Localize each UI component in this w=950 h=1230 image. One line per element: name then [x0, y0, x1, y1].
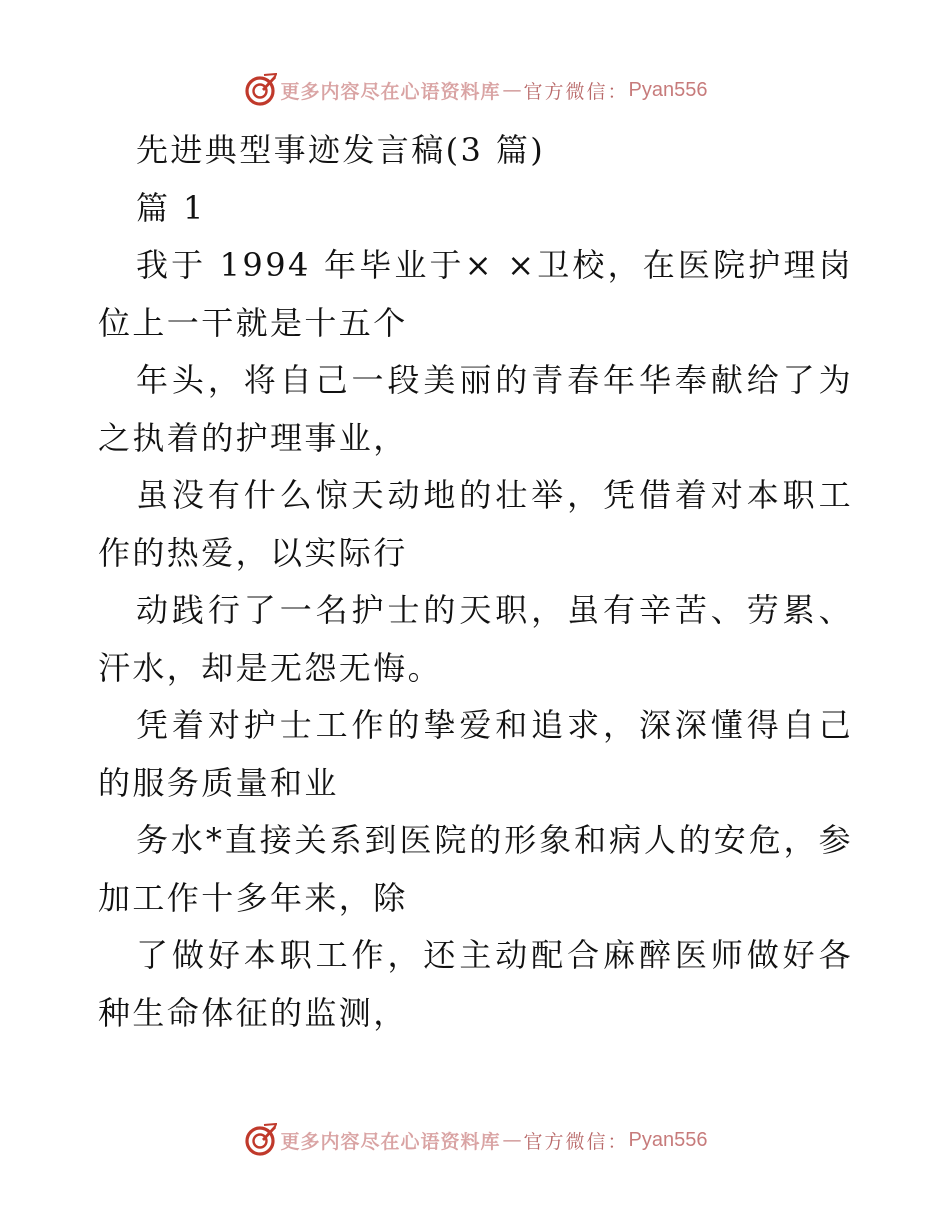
header-banner [0, 70, 950, 110]
paragraph: 了做好本职工作，还主动配合麻醉医师做好各种生命体征的监测， [98, 936, 853, 1032]
paragraph: 动践行了一名护士的天职，虽有辛苦、劳累、汗水，却是无怨无悔。 [98, 591, 853, 687]
banner-wechat-id: Pyan556 [628, 78, 708, 101]
pen-swirl-logo-icon [243, 1123, 277, 1157]
document-body [98, 122, 853, 1042]
paragraph: 年头，将自己一段美丽的青春年华奉献给了为之执着的护理事业， [98, 361, 853, 457]
section-heading: 篇 1 [136, 188, 206, 227]
banner-dash: — [502, 1129, 522, 1151]
banner-main-text: 更多内容尽在心语资料库 [280, 80, 501, 103]
footer-banner [0, 1120, 950, 1160]
paragraph: 虽没有什么惊天动地的壮举，凭借着对本职工作的热爱，以实际行 [98, 476, 853, 572]
paragraph: 凭着对护士工作的挚爱和追求，深深懂得自己的服务质量和业 [98, 706, 853, 802]
banner-main-text: 更多内容尽在心语资料库 [280, 1130, 501, 1153]
document-title: 先进典型事迹发言稿(3 篇) [136, 131, 546, 169]
banner-wechat-label: 官方微信： [523, 1130, 629, 1153]
banner-wechat-label: 官方微信： [523, 80, 629, 103]
banner-wechat-id: Pyan556 [628, 1128, 708, 1151]
pen-swirl-logo-icon [243, 73, 277, 107]
paragraph: 务水*直接关系到医院的形象和病人的安危，参加工作十多年来，除 [98, 821, 853, 917]
banner-dash: — [502, 79, 522, 101]
paragraph: 我于 1994 年毕业于× ×卫校，在医院护理岗位上一干就是十五个 [98, 246, 853, 342]
